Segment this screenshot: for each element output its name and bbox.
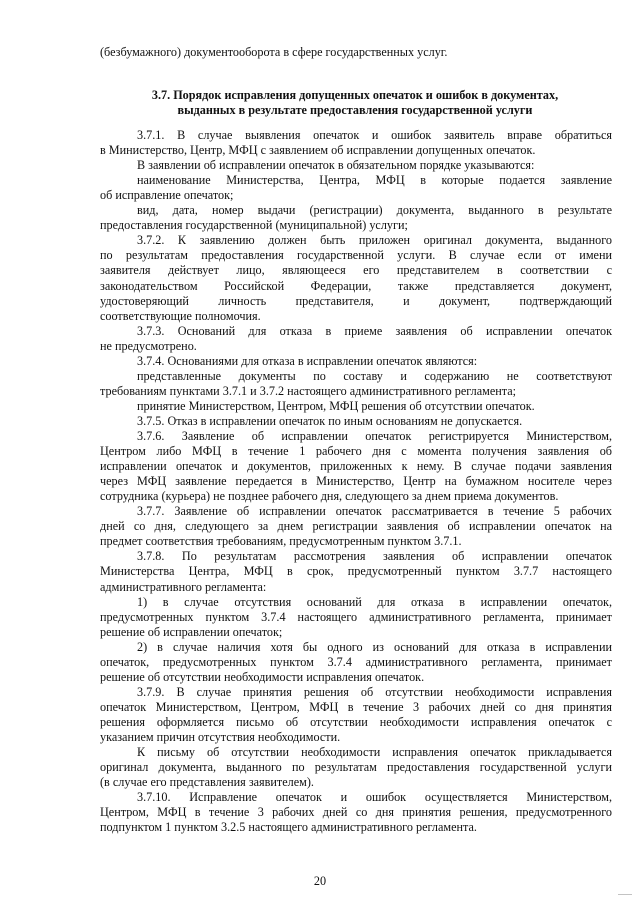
body-line: 3.7.1. В случае выявления опечаток и ошибок заявитель вправе обратиться bbox=[137, 128, 612, 142]
body-line: принятие Министерством, Центром, МФЦ решения об отсутствии опечаток. bbox=[137, 398, 535, 413]
body-line: в Министерство, Центр, МФЦ с заявлением об исправлении допущенных опечаток. bbox=[100, 143, 536, 158]
body-line: (в случае его представления заявителем). bbox=[100, 775, 314, 790]
scan-mark bbox=[618, 894, 632, 901]
body-line: представленные документы по составу и содержанию не соответствуют bbox=[137, 368, 612, 383]
body-line: оригинал документа, выданного по результатам предоставления государственной услуги bbox=[100, 760, 612, 775]
body-line: заявителя действует лицо, являющееся его представителем в соответствии с bbox=[100, 263, 612, 278]
body-line: дней со дня, следующего за днем регистрации заявления об исправлении опечаток на bbox=[100, 519, 612, 534]
body-line: опечаток Министерством, Центром, МФЦ в течение 3 рабочих дней со дня принятия bbox=[100, 699, 612, 714]
body-line: 3.7.7. Заявление об исправлении опечаток рассматривается в течение 5 рабочих bbox=[137, 504, 612, 519]
body-line: через МФЦ заявление передается в Министерство, Центр на бумажном носителе через bbox=[100, 474, 612, 489]
body-line: 3.7.6. Заявление об исправлении опечаток регистрируется Министерством, bbox=[137, 429, 612, 443]
body-line: решение об отсутствии необходимости исправления опечаток. bbox=[100, 669, 425, 684]
body-line: решения оформляется письмо об отсутствии необходимости исправления опечаток с bbox=[100, 714, 612, 729]
body-line: административного регламента: bbox=[100, 579, 267, 594]
body-line: Центром, МФЦ в течение 3 рабочих дней со дня принятия решения, предусмотренного bbox=[100, 805, 612, 820]
body-line: сотрудника (курьера) не позднее рабочего дня, следующего за днем приема документов. bbox=[100, 489, 559, 504]
body-line: 3.7.2. К заявлению должен быть приложен оригинал документа, выданного bbox=[137, 233, 612, 248]
body-line: 3.7.9. В случае принятия решения об отсутствии необходимости исправления bbox=[137, 684, 612, 699]
body-line: 2) в случае наличия хотя бы одного из оснований для отказа в исправлении bbox=[137, 639, 612, 654]
body-line: требованиям пунктами 3.7.1 и 3.7.2 настоящего административного регламента; bbox=[100, 383, 517, 398]
body-line: по результатам предоставления государственной услуги. В случае если от имени bbox=[100, 248, 612, 263]
body-line: Центром либо МФЦ в течение 1 рабочего дня с момента получения заявления об bbox=[100, 444, 612, 459]
body-line: указанием причин отсутствия необходимости. bbox=[100, 730, 341, 744]
body-line: соответствующие полномочия. bbox=[100, 308, 261, 323]
page-number: 20 bbox=[313, 874, 327, 888]
body-line: предоставления государственной (муниципальной) услуги; bbox=[100, 218, 408, 233]
section-heading-line-1: 3.7. Порядок исправления допущенных опечаток и ошибок в документах, bbox=[151, 88, 559, 102]
body-line: опечаток, предусмотренных пунктом 3.7.4 административного регламента, принимает bbox=[100, 654, 612, 669]
body-line: 3.7.3. Оснований для отказа в приеме заявления об исправлении опечаток bbox=[137, 323, 612, 338]
body-line: 3.7.5. Отказ в исправлении опечаток по иным основаниям не допускается. bbox=[137, 413, 523, 428]
body-line: не предусмотрено. bbox=[100, 338, 197, 353]
body-line: В заявлении об исправлении опечаток в обязательном порядке указываются: bbox=[137, 158, 535, 173]
body-line: 3.7.8. По результатам рассмотрения заявления об исправлении опечаток bbox=[137, 549, 612, 564]
body-line: предмет соответствия требованиям, предусмотренным пунктом 3.7.1. bbox=[100, 534, 462, 549]
body-line: 1) в случае отсутствия оснований для отказа в исправлении опечаток, bbox=[137, 594, 612, 609]
body-line: об исправление опечаток; bbox=[100, 188, 234, 203]
body-line: удостоверяющий личность представителя, и документ, подтверждающий bbox=[100, 293, 612, 308]
body-line: наименование Министерства, Центра, МФЦ в которые подается заявление bbox=[137, 173, 612, 188]
body-line: решение об исправлении опечаток; bbox=[100, 624, 283, 639]
body-line: исправлении опечаток и документов, приложенных к нему. В случае подачи заявления bbox=[100, 459, 612, 474]
body-line: предусмотренных пунктом 3.7.4 настоящего административного регламента, принимает bbox=[100, 609, 612, 624]
section-heading-line-2: выданных в результате предоставления государственной услуги bbox=[177, 103, 533, 117]
body-line: 3.7.4. Основаниями для отказа в исправлении опечаток являются: bbox=[137, 353, 478, 368]
body-line: подпунктом 1 пунктом 3.2.5 настоящего административного регламента. bbox=[100, 820, 477, 835]
intro-line: (безбумажного) документооборота в сфере государственных услуг. bbox=[100, 45, 448, 59]
body-line: 3.7.10. Исправление опечаток и ошибок осуществляется Министерством, bbox=[137, 790, 612, 805]
body-line: Министерства Центра, МФЦ в срок, предусмотренный пунктом 3.7.7 настоящего bbox=[100, 564, 612, 579]
body-line: К письму об отсутствии необходимости исправления опечаток прикладывается bbox=[137, 745, 612, 760]
body-line: вид, дата, номер выдачи (регистрации) документа, выданного в результате bbox=[137, 203, 612, 218]
body-line: законодательством Российской Федерации, также представляется документ, bbox=[100, 278, 612, 293]
